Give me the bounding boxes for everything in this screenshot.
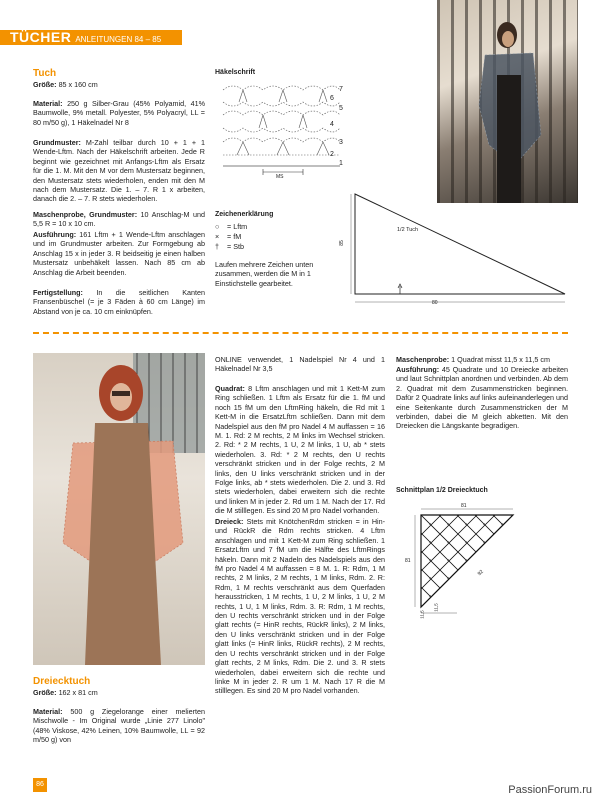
dreiecktuch-dreieck-label: Dreieck:: [215, 517, 244, 526]
stb-symbol-icon: †: [215, 242, 219, 251]
header-title-text: TÜCHER: [10, 29, 72, 45]
photo-dreiecktuch-figure: [33, 353, 205, 665]
dreiecktuch-maschenprobe: [396, 355, 568, 364]
tuch-fertigstellung-value: In die seitlichen Kanten Fransenbüschel (= je 3 Fäden à 60 cm Länge) im Abstand von je ca. 10 cm einknüpfen.: [33, 288, 205, 316]
dreiecktuch-ausfuehrung-value: 45 Quadrate und 10 Dreiecke arbeiten und laut Schnittplan anordnen und verbinden. Ab dem 2. Quadrat mit dem Zusammenstricken beginnen. Dafür 2 Quadrate links auf links aufeinanderlegen und eine Seitenkante durch Zusammenstricken der M verbinden, dabei die M gleich abketten. Mit den Dreiecken die Längskante begradigen.: [396, 365, 568, 431]
page-number: 86: [33, 778, 47, 792]
zeichen-note: Laufen mehrere Zeichen unten zusammen, werden die M in 1 Einstichstelle gearbeitet.: [215, 260, 314, 288]
dreiecktuch-dreieck-value: Stets mit KnötchenRdm stricken = in Hin- und RückR die Rdm rechts stricken. 4 Lftm anschlagen und mit 1 Kett-M zum Ring schließen. 1 ErsatzLftm und 7 fM um die Hälfte des LftmRings häkeln. Dann mit 2 Nadeln des Nadelspiels aus den fM pro Nadel 4 M auffassen = 8 M. 1. R: Rdm, 1 M rechts, 2 M links, 2 M rechts, 1 M links, Rdm. 2. R: Rdm, 1 M rechts verschränkt aus dem Querfaden herausstricken, 1 M rechts, 1 U, 2 M links, 1 U, 2 M rechts, 1 U, 1 M links, Rdm. 3. R: Rdm, 1 M rechts, den U rechts verschränkt stricken und in der Folge glatt rechts (= HinR rechts, RückR links), 2 M links, den U links verschränkt stricken und in der Folge glatt links (= HinR links, RückR rechts), 2 M rechts, den U rechts verschränkt stricken und in der Folge glatt rechts, 2 M links, Rdm. Die 2. und 3. R stets wiederholen, dabei erweitern sich die rechte und linke M in jeder 2. R um 1 M. Nach 17 R die M stilllegen. Es sind 20 M pro Nadel vorhanden.: [215, 517, 385, 696]
tuch-maschenprobe-value: 10 Anschlag-M und 5,5 R = 10 x 10 cm.: [33, 210, 205, 229]
tuch-groesse-label: Größe:: [33, 80, 57, 89]
fm-symbol-icon: ×: [215, 232, 220, 241]
tuch-fertigstellung: [33, 288, 205, 316]
haekelschrift-title: Häkelschrift: [215, 69, 256, 76]
zeichen-item-fm-text: = fM: [227, 232, 242, 241]
photo-dreiecktuch: [33, 353, 205, 665]
schnitt-tuch-side-bottom: 80: [432, 300, 438, 306]
schnitt-tuch-diagram: [345, 190, 575, 305]
tuch-ausfuehrung-value: 161 Lftm + 1 Wende-Lftm anschlagen und im Grundmuster arbeiten. Zur Formgebung ab Anschlag 15 x in jeder 3. R beidseitig je einen halben Mustersatz unbehäkelt lassen. Nach 85 cm ab Anschlag die Arbeit beenden.: [33, 230, 205, 277]
section-divider: [33, 332, 568, 334]
dreiecktuch-ausfuehrung: [396, 365, 568, 431]
tuch-material-label: Material:: [33, 99, 63, 108]
tuch-maschenprobe: [33, 210, 205, 229]
row-label-7: 7: [339, 86, 343, 93]
tuch-grundmuster: [33, 138, 205, 204]
dreiecktuch-maschenprobe-label: Maschenprobe:: [396, 355, 450, 364]
tuch-groesse: [33, 80, 205, 89]
row-label-1: 1: [339, 160, 343, 167]
dreiecktuch-groesse: [33, 688, 205, 697]
row-label-4: 4: [330, 121, 334, 128]
dreiecktuch-quadrat: [215, 384, 385, 516]
tuch-material-value: 250 g Silber-Grau (45% Polyamid, 41% Baumwolle, 9% metall. Polyester, 5% Polyacryl, LL = 80 m/50 g), 1 Häkelnadel Nr 8: [33, 99, 205, 127]
tuch-fertigstellung-label: Fertigstellung:: [33, 288, 83, 297]
zeichen-title: Zeichenerklärung: [215, 211, 274, 218]
zeichen-item-fm: [215, 232, 325, 241]
header-subtitle: ANLEITUNGEN 84 – 85: [75, 35, 162, 44]
tuch-maschenprobe-label: Maschenprobe, Grundmuster:: [33, 210, 138, 219]
dreiecktuch-ausfuehrung-label: Ausführung:: [396, 365, 440, 374]
dreiecktuch-col2-intro: ONLINE verwendet, 1 Nadelspiel Nr 4 und 1 Häkelnadel Nr 3,5: [215, 355, 385, 374]
dreiecktuch-material-value: 500 g Ziegelorange einer melierten Mischwolle - Im Original wurde „Linie 277 Linolo" (48% Viskose, 42% Leinen, 10% Baumwolle, LL = 92 m/50 g) von: [33, 707, 205, 745]
tuch-grundmuster-label: Grundmuster:: [33, 138, 81, 147]
row-label-2: 2: [330, 151, 334, 158]
watermark: PassionForum.ru: [508, 784, 592, 796]
tuch-ausfuehrung-label: Ausführung:: [33, 230, 77, 239]
schnittplan-left-label: 81: [405, 558, 411, 564]
photo-tuch: [437, 0, 578, 203]
tuch-ausfuehrung: [33, 230, 205, 277]
lftm-symbol-icon: ○: [215, 222, 220, 231]
photo-figure: [475, 15, 545, 203]
schnittplan-title: Schnittplan 1/2 Dreiecktuch: [396, 487, 488, 494]
dreiecktuch-material: [33, 707, 205, 745]
dreiecktuch-dreieck: [215, 517, 385, 696]
dreiecktuch-material-label: Material:: [33, 707, 63, 716]
header-title: [10, 30, 161, 45]
dreiecktuch-title: Dreiecktuch: [33, 676, 91, 687]
tuch-groesse-value: 85 x 160 cm: [58, 80, 98, 89]
dreiecktuch-groesse-value: 162 x 81 cm: [58, 688, 98, 697]
ms-label: MS: [276, 174, 284, 180]
tuch-grundmuster-value: M-Zahl teilbar durch 10 + 1 + 1 Wende-Lftm. Nach der Häkelschrift arbeiten. Jede R beginnt wie gezeichnet mit Anfangs-Lftm als Ersatz für die 1. M. Mit den M vor dem Mustersatz beginnen, den Mustersatz stets wiederholen, enden mit den M nach dem Mustersatz. Die 1. – 7. R 1 x arbeiten, danach die 2. – 7. R stets wiederholen.: [33, 138, 206, 204]
schnitt-tuch-side-left: 85: [338, 240, 345, 246]
schnittplan-top-label: 81: [461, 503, 467, 509]
dreiecktuch-maschenprobe-value: 1 Quadrat misst 11,5 x 11,5 cm: [451, 355, 550, 364]
schnittplan-diagram: [403, 505, 533, 625]
zeichen-item-lftm: [215, 222, 325, 231]
tuch-title: Tuch: [33, 68, 57, 79]
zeichen-item-stb: [215, 242, 325, 251]
zeichen-item-stb-text: = Stb: [227, 242, 244, 251]
schnittplan-small-label-1: 11,5: [419, 610, 425, 619]
dreiecktuch-quadrat-label: Quadrat:: [215, 384, 245, 393]
schnittplan-diag-label: 92: [476, 568, 485, 578]
zeichen-item-lftm-text: = Lftm: [227, 222, 248, 231]
row-label-5: 5: [339, 105, 343, 112]
schnittplan-small-label-2: 11,5: [433, 603, 439, 612]
schnitt-tuch-label: 1/2 Tuch: [397, 227, 419, 233]
dreiecktuch-groesse-label: Größe:: [33, 688, 57, 697]
tuch-material: [33, 99, 205, 127]
row-label-6: 6: [330, 95, 334, 102]
dreiecktuch-quadrat-value: 8 Lftm anschlagen und mit 1 Kett-M zum Ring schließen. 1 Lftm als Ersatz für die 1. fM und noch 15 fM um den LftmRing häkeln, die Rd mit 1 Kett-M in die ErsatzLftm schließen. Dann mit dem Nadelspiel aus den fM pro Nadel 4 M auffassen = 16 M. 1. Rd: 2 M rechts, 2 M links im Wechsel stricken. 2. Rd: * 2 M rechts, 1 U, 2 M links, 1 U, ab * stets wiederholen. 3. Rd: * 2 M rechts, den U rechts verschränkt stricken und in der Folge rechts, 2 M links, den U links verschränkt stricken und in der Folge links, ab * stets wiederholen. Die 2. und 3. Rd stets wiederholen, dabei erweitern sich die rechte und linken M in jeder 2. Rd um 1 M. Nach der 17. Rd die M stilllegen. Es sind 20 M pro Nadel vorhanden.: [215, 384, 385, 516]
row-label-3: 3: [339, 139, 343, 146]
